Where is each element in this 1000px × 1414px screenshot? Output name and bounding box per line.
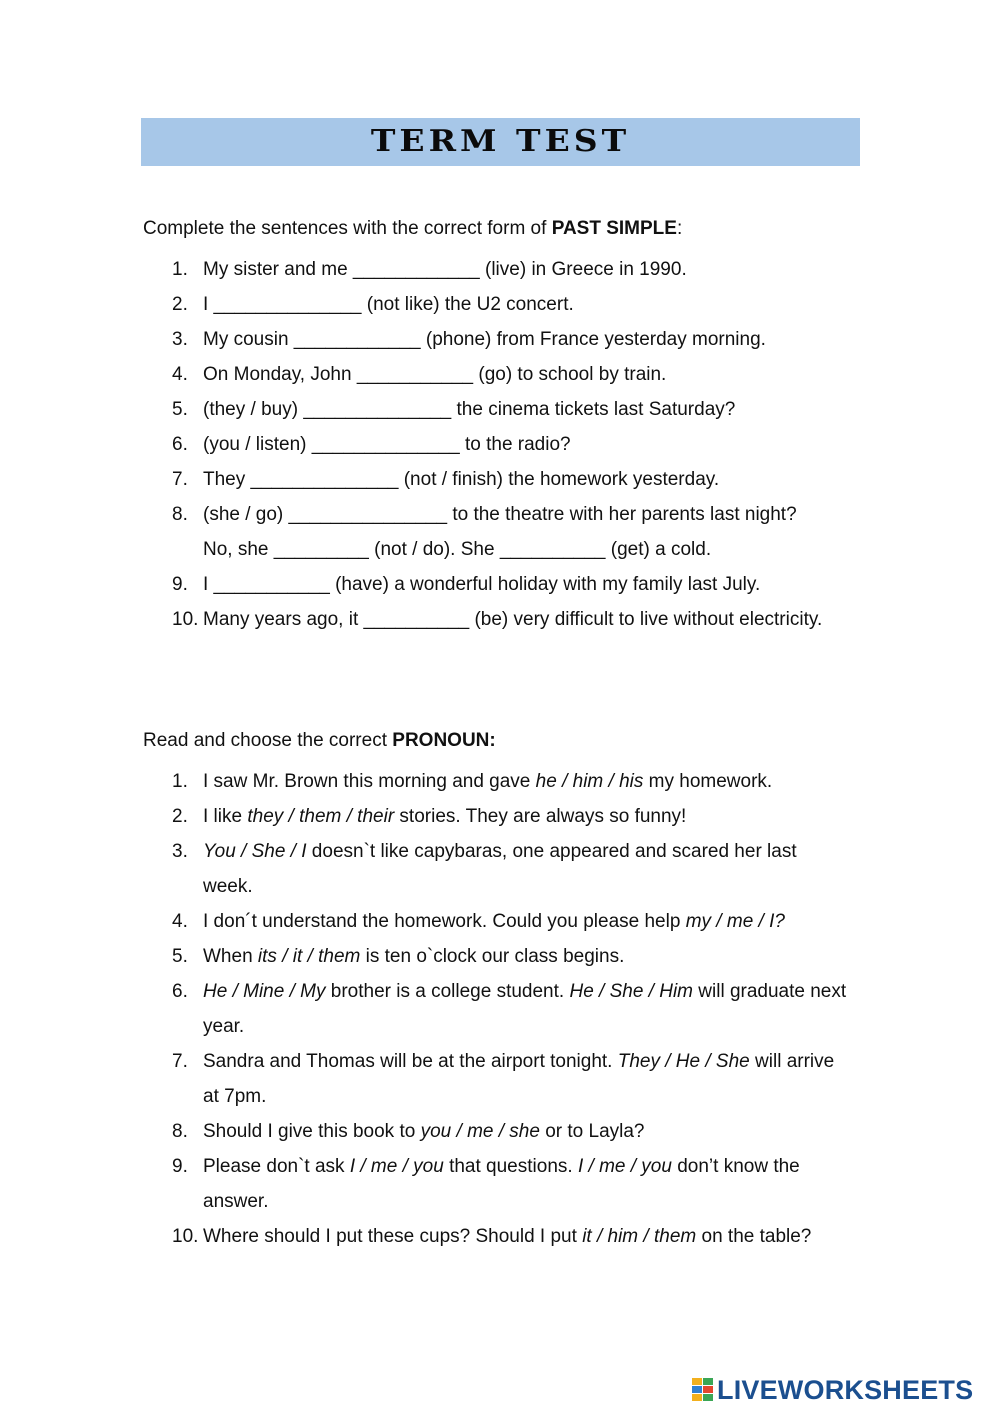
item-text-part: Where should I put these cups? Should I put bbox=[203, 1226, 583, 1247]
item-text-part: that questions. bbox=[443, 1156, 578, 1177]
item-number: 7. bbox=[172, 1051, 188, 1072]
exercise1-item bbox=[0, 252, 1000, 287]
item-text: They ______________ (not / finish) the homework yesterday. bbox=[203, 469, 720, 490]
liveworksheets-logo bbox=[692, 1373, 973, 1407]
pronoun-choices: He / She / Him bbox=[569, 981, 694, 1002]
exercise2-item bbox=[0, 974, 1000, 1044]
item-number: 5. bbox=[172, 946, 188, 967]
item-text bbox=[203, 1219, 851, 1254]
pronoun-choices: he / him / his bbox=[535, 771, 644, 792]
past-simple-list bbox=[0, 252, 1000, 637]
item-text-line2: No, she _________ (not / do). She __________ (get) a cold. bbox=[203, 539, 712, 560]
item-text-part: on the table? bbox=[696, 1226, 812, 1247]
item-text: My sister and me ____________ (live) in Greece in 1990. bbox=[203, 259, 687, 280]
pronoun-list bbox=[0, 764, 1000, 1254]
title-banner bbox=[141, 118, 860, 166]
exercise2-item bbox=[0, 1219, 1000, 1254]
item-text bbox=[203, 1149, 851, 1219]
logo-text: LIVEWORKSHEETS bbox=[717, 1375, 974, 1405]
section2-instruction bbox=[143, 730, 496, 752]
pronoun-choices: you / me / she bbox=[420, 1121, 540, 1142]
section2-instruction-bold: PRONOUN: bbox=[392, 730, 496, 751]
section2-instruction-text: Read and choose the correct bbox=[143, 730, 393, 751]
pronoun-choices: my / me / I? bbox=[685, 911, 785, 932]
item-text-part: Should I give this book to bbox=[203, 1121, 421, 1142]
item-text: (they / buy) ______________ the cinema tickets last Saturday? bbox=[203, 399, 736, 420]
item-text bbox=[203, 764, 851, 799]
item-number: 6. bbox=[172, 434, 188, 455]
item-text-part: Please don`t ask bbox=[203, 1156, 350, 1177]
exercise1-item bbox=[0, 567, 1000, 602]
item-text-part: stories. They are always so funny! bbox=[394, 806, 687, 827]
item-number: 7. bbox=[172, 469, 188, 490]
exercise2-item bbox=[0, 1114, 1000, 1149]
item-text: (she / go) _______________ to the theatre with her parents last night? bbox=[203, 504, 797, 525]
item-text-part: I like bbox=[203, 806, 248, 827]
item-number: 8. bbox=[172, 504, 188, 525]
item-text bbox=[203, 1044, 851, 1114]
exercise2-item bbox=[0, 904, 1000, 939]
pronoun-choices: He / Mine / My bbox=[203, 981, 326, 1002]
logo-mark-icon bbox=[692, 1378, 714, 1402]
item-number: 9. bbox=[172, 1156, 188, 1177]
item-number: 4. bbox=[172, 911, 188, 932]
exercise2-item bbox=[0, 939, 1000, 974]
exercise2-item bbox=[0, 764, 1000, 799]
item-text bbox=[203, 939, 851, 974]
item-text-part: don’t know the answer. bbox=[203, 1156, 800, 1212]
exercise2-item bbox=[0, 799, 1000, 834]
item-number: 3. bbox=[172, 841, 188, 862]
item-number: 4. bbox=[172, 364, 188, 385]
item-text-part: Sandra and Thomas will be at the airport tonight. bbox=[203, 1051, 618, 1072]
pronoun-choices: I / me / you bbox=[349, 1156, 444, 1177]
pronoun-choices: its / it / them bbox=[257, 946, 361, 967]
item-text-part: my homework. bbox=[643, 771, 773, 792]
item-text-part: doesn`t like capybaras, one appeared and scared her last week. bbox=[203, 841, 797, 897]
item-number: 3. bbox=[172, 329, 188, 350]
item-text-part: I saw Mr. Brown this morning and gave bbox=[203, 771, 536, 792]
item-text: I ___________ (have) a wonderful holiday with my family last July. bbox=[203, 574, 761, 595]
item-number: 2. bbox=[172, 806, 188, 827]
item-text: Many years ago, it __________ (be) very difficult to live without electricity. bbox=[203, 609, 823, 630]
pronoun-choices: They / He / She bbox=[617, 1051, 750, 1072]
item-text bbox=[203, 799, 851, 834]
exercise1-item bbox=[0, 497, 1000, 567]
exercise1-item bbox=[0, 322, 1000, 357]
item-number: 5. bbox=[172, 399, 188, 420]
page-title: TERM TEST bbox=[370, 122, 631, 159]
item-text-part: or to Layla? bbox=[539, 1121, 645, 1142]
item-number: 2. bbox=[172, 294, 188, 315]
pronoun-choices: they / them / their bbox=[247, 806, 395, 827]
item-text-part: is ten o`clock our class begins. bbox=[360, 946, 625, 967]
item-number: 1. bbox=[172, 771, 188, 792]
exercise1-item bbox=[0, 357, 1000, 392]
exercise2-item bbox=[0, 1149, 1000, 1219]
section1-instruction-bold: PAST SIMPLE bbox=[551, 218, 677, 239]
item-text bbox=[203, 974, 851, 1044]
exercise2-item bbox=[0, 1044, 1000, 1114]
item-number: 8. bbox=[172, 1121, 188, 1142]
item-number: 10. bbox=[172, 1226, 199, 1247]
pronoun-choices: it / him / them bbox=[582, 1226, 697, 1247]
section1-instruction bbox=[143, 218, 682, 240]
pronoun-choices: You / She / I bbox=[203, 841, 307, 862]
exercise1-item bbox=[0, 287, 1000, 322]
item-text: (you / listen) ______________ to the radio? bbox=[203, 434, 571, 455]
exercise1-item bbox=[0, 392, 1000, 427]
item-text-part: I don´t understand the homework. Could you please help bbox=[203, 911, 686, 932]
exercise1-item bbox=[0, 427, 1000, 462]
item-text-part: will graduate next year. bbox=[203, 981, 847, 1037]
exercise2-item bbox=[0, 834, 1000, 904]
item-text bbox=[203, 1114, 851, 1149]
section1-instruction-end: : bbox=[676, 218, 683, 239]
item-text-part: When bbox=[203, 946, 258, 967]
item-text: My cousin ____________ (phone) from France yesterday morning. bbox=[203, 329, 766, 350]
exercise1-item bbox=[0, 462, 1000, 497]
item-text: I ______________ (not like) the U2 concert. bbox=[203, 294, 574, 315]
pronoun-choices: I / me / you bbox=[577, 1156, 672, 1177]
item-number: 10. bbox=[172, 609, 199, 630]
item-text-part: brother is a college student. bbox=[325, 981, 570, 1002]
section1-instruction-text: Complete the sentences with the correct form of bbox=[143, 218, 552, 239]
item-text bbox=[203, 834, 851, 904]
item-number: 6. bbox=[172, 981, 188, 1002]
item-number: 9. bbox=[172, 574, 188, 595]
item-text bbox=[203, 904, 851, 939]
item-text-part: will arrive at 7pm. bbox=[203, 1051, 835, 1107]
exercise1-item bbox=[0, 602, 1000, 637]
item-text: On Monday, John ___________ (go) to school by train. bbox=[203, 364, 667, 385]
item-number: 1. bbox=[172, 259, 188, 280]
